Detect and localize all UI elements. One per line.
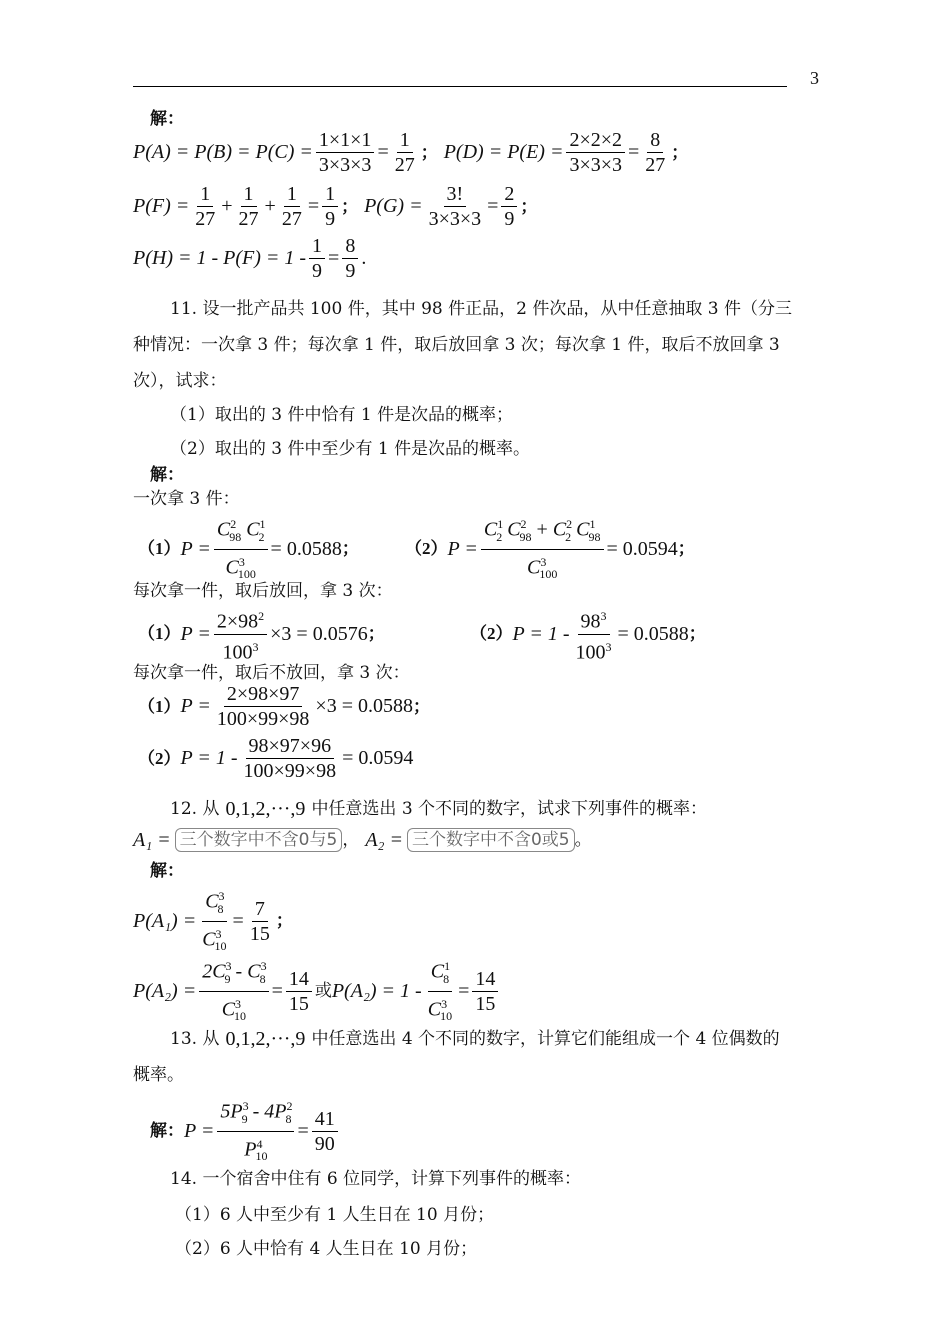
q11-item1: （1）取出的 3 件中恰有 1 件是次品的概率；	[170, 405, 514, 425]
q11-stem-line2: 种情况：一次拿 3 件；每次拿 1 件，取后放回拿 3 次；每次拿 1 件，取后不放回拿 3	[133, 335, 780, 355]
header-rule	[133, 86, 787, 87]
q12-pa1: P(A₁) = $\frac{C^3_8}{C^3_{10}}$ = $\frac{7}{15}$ ；	[133, 884, 293, 958]
q13-stem: 13. 从 0,1,2,···,9 中任意选出 4 个不同的数字，计算它们能组成一个 4 位偶数的	[170, 1028, 780, 1050]
q14-item2: （2）6 人中恰有 4 人生日在 10 月份；	[175, 1239, 478, 1259]
q12-solution-label: 解：	[150, 861, 184, 881]
formula-p-h: P(H) = 1 - P(F) = 1 - $\frac{1}{9}$ = $\frac{8}{9}$ .	[133, 235, 367, 282]
q11-case3-part2: （2） P = 1 - $\frac{98\times 97\times 96}{100\times 99\times 98}$ = 0.0594	[138, 735, 414, 782]
q13-stem-cont: 概率。	[133, 1065, 184, 1085]
formula-p-abc: P(A) = P(B) = P(C) = $\frac{1\times 1\times 1}{3\times 3\times 3}$ = $\frac{1}{27}$ ； P(D) = P(E) = $\frac{2\times 2\times 2}{3\times 3\times 3}$ = $\frac{8}{27}$ ；	[133, 129, 689, 176]
q11-item2: （2）取出的 3 件中至少有 1 件是次品的概率。	[170, 439, 531, 459]
q14-item1: （1）6 人中至少有 1 人生日在 10 月份；	[175, 1205, 495, 1225]
q11-case1-part2: （2） P = $\frac{C^1_2 C^2_{98} + C^2_2 C^1_{98}}{C^3_{100}}$ = 0.0594 ；	[405, 512, 695, 586]
q11-case2-part2: （2） P = 1 - $\frac{98^3}{100^3}$ = 0.0588 ；	[470, 604, 706, 664]
q11-stem-line1: 11. 设一批产品共 100 件，其中 98 件正品，2 件次品，从中任意抽取 3 件（分三	[170, 299, 792, 319]
q11-case2: 每次拿一件，取后放回，拿 3 次：	[133, 581, 393, 601]
page-number: 3	[810, 68, 819, 88]
q12-events: A₁ = 三个数字中不含0与5 ， A₂ = 三个数字中不含0或5 。	[133, 829, 592, 851]
q12-stem: 12. 从 0,1,2,···,9 中任意选出 3 个不同的数字，试求下列事件的概率：	[170, 798, 708, 820]
q11-case3-part1: （1） P = $\frac{2\times 98\times 97}{100\times 99\times 98}$ ×3 = 0.0588 ；	[138, 683, 430, 730]
q11-stem-line3: 次），试求：	[133, 371, 227, 391]
q12-pa2: P(A₂) = $\frac{2C^3_9 - C^3_8}{C^3_{10}}$ = $\frac{14}{15}$ 或 P(A₂) = 1 - $\frac{C^1_8}{C^3_{10}}$ = $\frac{14}{15}$	[133, 954, 501, 1028]
q11-case1-part1: （1） P = $\frac{C^2_{98} C^1_2}{C^3_{100}}$ = 0.0588 ；	[138, 512, 359, 586]
solution-label: 解：	[150, 109, 184, 129]
q13-solution: 解： P = $\frac{5P^3_9 - 4P^2_8}{P^4_{10}}$ = $\frac{41}{90}$	[150, 1094, 341, 1168]
q11-case3: 每次拿一件，取后不放回，拿 3 次：	[133, 663, 410, 683]
formula-p-fg: P(F) = $\frac{1}{27}$ + $\frac{1}{27}$ + $\frac{1}{27}$ = $\frac{1}{9}$ ； P(G) = $\frac{3!}{3\times 3\times 3}$ = $\frac{2}{9}$ ；	[133, 183, 538, 230]
q11-solution-label: 解：	[150, 465, 184, 485]
q11-case2-part1: （1） P = $\frac{2\times 98^2}{100^3}$ ×3 = 0.0576 ；	[138, 604, 385, 664]
q11-case1: 一次拿 3 件：	[133, 489, 240, 509]
q14-stem: 14. 一个宿舍中住有 6 位同学，计算下列事件的概率：	[170, 1169, 582, 1189]
